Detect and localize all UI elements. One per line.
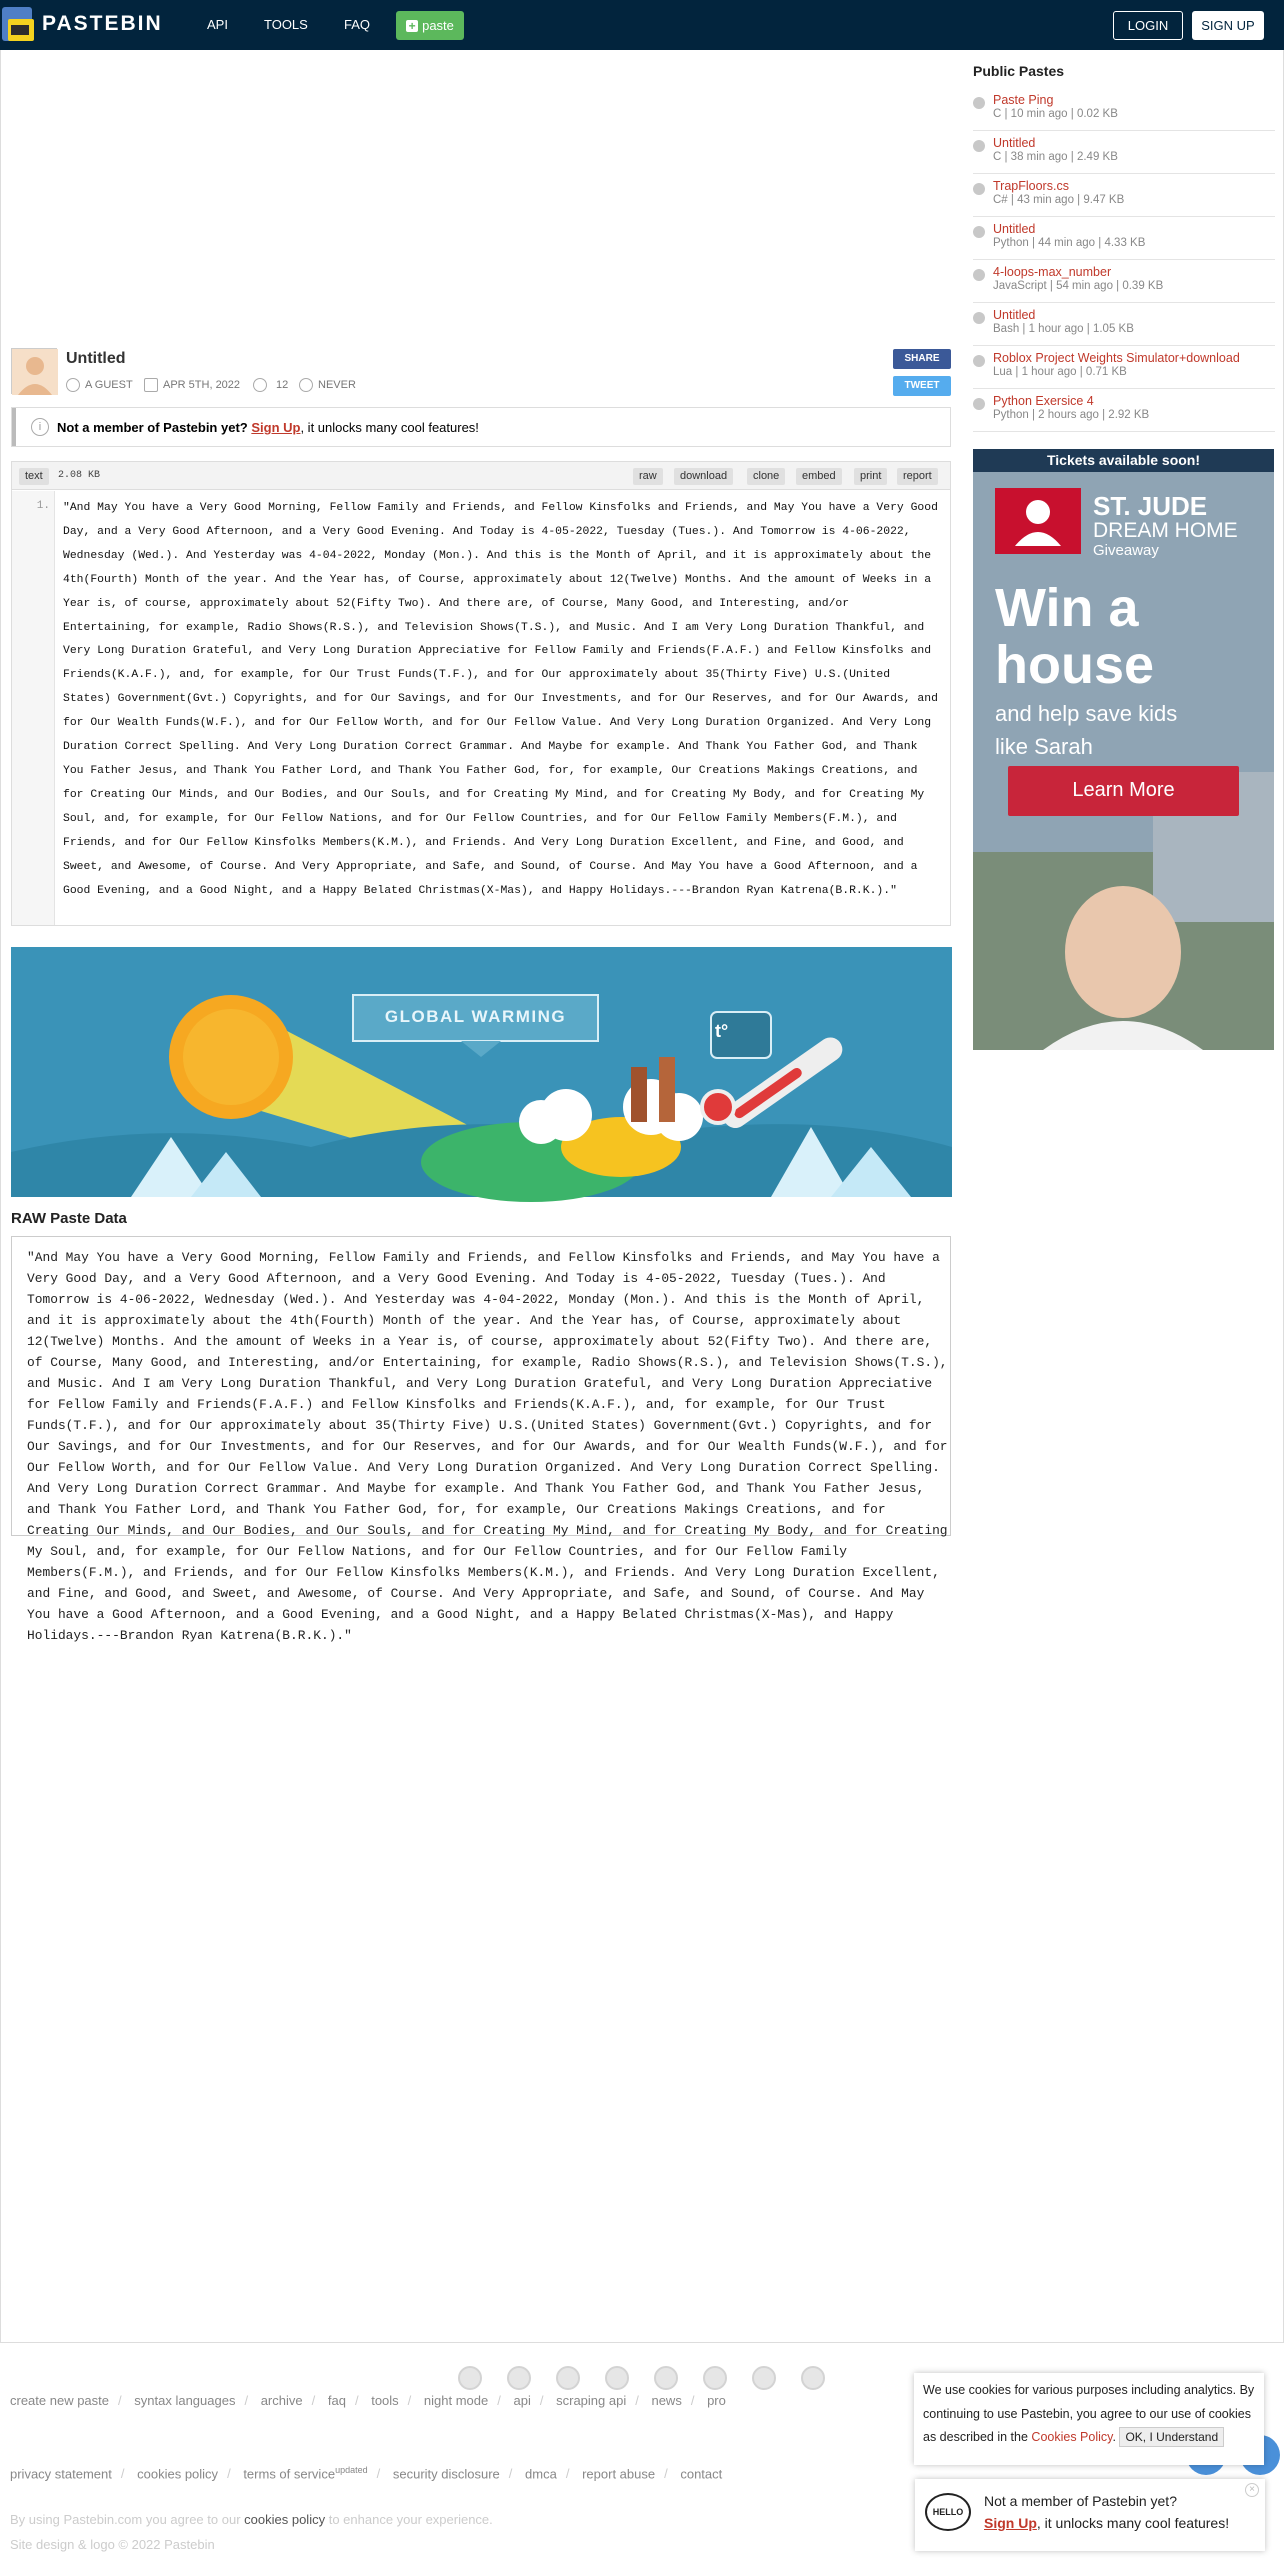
- facebook-share-button[interactable]: SHARE: [893, 349, 951, 369]
- footer-link-pro[interactable]: pro: [707, 2393, 726, 2408]
- public-paste-item[interactable]: [973, 263, 1275, 303]
- download-button[interactable]: download: [674, 468, 733, 485]
- public-paste-name[interactable]: Untitled: [993, 136, 1036, 150]
- footer-link-archive[interactable]: archive: [260, 2393, 303, 2408]
- calendar-icon: [144, 378, 158, 392]
- views-meta: [253, 378, 288, 392]
- popup-line-2: [984, 2515, 1229, 2531]
- signup-popup: [915, 2479, 1265, 2551]
- nav-api[interactable]: API: [207, 17, 228, 32]
- ad-brand-1: ST. JUDE: [1093, 491, 1208, 521]
- footer-link-scraping[interactable]: scraping api: [556, 2393, 627, 2408]
- view-count: 12: [276, 379, 289, 391]
- raw-paste-content: "And May You have a Very Good Morning, Fellow Family and Friends, and Fellow Kinsfolks and Friends, and May You have a Very Good Day, and a Very Good Afternoon, and a Very Good Evening. And Today is 4-05-2022, Tuesday (Tues.). And Tomorrow is 4-06-2022, Wednesday (Wed.). And Yesterday was 4-04-2022, Monday (Mon.). And this is the Month of April, and it is approximately about the 4th(Fourth) Month of the year. And the Year has, of Course, approximately about 12(Twelve) Months. And the amount of Weeks in a Year is, of course, approximately about 52(Fifty Two). And there are, of Course, Many Good, and Interesting, and/or Entertaining, for example, Radio Shows(R.S.), and Television Shows(T.S.), and Music. And I am Very Long Duration Thankful, and Very Long Duration Grateful, and Very Long Duration Appreciative for Fellow Family and Friends(F.A.F.) and Fellow Kinsfolks and Friends(K.A.F.), and, for example, for Our Trust Funds(T.F.), and for Our approximately about 35(Thirty Five) U.S.(United States) Government(Gvt.) Copyrights, and for Our Savings, and for Our Investments, and for Our Reserves, and for Our Awards, and for Our Wealth Funds(W.F.), and for Our Fellow Worth, and for Our Fellow Value. And Very Long Duration Organized. And Very Long Duration Correct Spelling. And Very Long Duration Correct Grammar. And Maybe for example. And Thank You Father God, and Thank You Father Jesus, and Thank You Father Lord, and Thank You Father God, for, for example, Our Creations Makings Creations, and for Creating Our Minds, and Our Bodies, and Our Souls, and for Creating My Mind, and for Creating My Body, and for Creating My Soul, and, for example, for Our Fellow Nations, and for Our Fellow Countries, and for Our Fellow Family Members(F.M.), and Friends, and for Our Fellow Kinsfolks Members(K.M.), and Friends. And Very Long Duration Excellent, and Fine, and Good, and Sweet, and Awesome, of Course. And Very Appropriate, and Safe, and Sound, of Course. And May You have a Good Afternoon, and a Good Evening, and a Good Night, and a Happy Belated Christmas(X-Mas), and Happy Holidays.---Brandon Ryan Katrena(B.R.K.).": [27, 1250, 948, 1643]
- expire-value: NEVER: [318, 379, 356, 391]
- public-paste-meta: C | 10 min ago | 0.02 KB: [993, 108, 1118, 120]
- report-button[interactable]: report: [897, 468, 938, 485]
- public-paste-name[interactable]: TrapFloors.cs: [993, 179, 1069, 193]
- linux-icon[interactable]: [801, 2366, 825, 2390]
- eye-icon: [253, 378, 267, 392]
- new-paste-button[interactable]: [396, 11, 464, 40]
- public-paste-meta: C# | 43 min ago | 9.47 KB: [993, 194, 1125, 206]
- clone-button[interactable]: clone: [747, 468, 785, 485]
- copyright: Site design & logo © 2022 Pastebin: [10, 2537, 215, 2552]
- public-paste-meta: Bash | 1 hour ago | 1.05 KB: [993, 323, 1134, 335]
- globe-icon: [973, 269, 985, 281]
- footer-link-security[interactable]: security disclosure: [392, 2466, 500, 2482]
- footer-link-dmca[interactable]: dmca: [525, 2466, 557, 2482]
- ad-sub-1: and help save kids: [995, 701, 1178, 726]
- ad-brand-2: DREAM HOME: [1093, 519, 1238, 542]
- popup-signup-link[interactable]: Sign Up: [984, 2515, 1037, 2531]
- notice-signup-link[interactable]: Sign Up: [251, 420, 301, 435]
- pastebin-logo-icon[interactable]: [0, 3, 38, 45]
- public-paste-name[interactable]: Roblox Project Weights Simulator+download: [993, 351, 1240, 365]
- fine-pre: By using Pastebin.com you agree to our: [10, 2512, 241, 2527]
- public-paste-meta: C | 38 min ago | 2.49 KB: [993, 151, 1118, 163]
- fine-post: to enhance your experience.: [328, 2512, 493, 2527]
- login-button[interactable]: LOGIN: [1113, 11, 1183, 40]
- paste-title: Untitled: [66, 350, 126, 367]
- avatar: [11, 348, 57, 394]
- android-icon[interactable]: [654, 2366, 678, 2390]
- banner-title: GLOBAL WARMING: [384, 1007, 567, 1026]
- public-paste-item[interactable]: [973, 177, 1275, 217]
- public-paste-item[interactable]: [973, 134, 1275, 174]
- code-box: [11, 461, 951, 926]
- public-pastes-title: Public Pastes: [973, 63, 1065, 79]
- banner-temp-label: t°: [715, 1021, 729, 1041]
- public-paste-name[interactable]: Untitled: [993, 308, 1036, 322]
- footer-link-create[interactable]: create new paste: [10, 2393, 110, 2408]
- nav-faq[interactable]: FAQ: [344, 17, 371, 32]
- paste-date: APR 5TH, 2022: [163, 379, 241, 391]
- macos-icon[interactable]: [703, 2366, 727, 2390]
- footer-link-contact[interactable]: contact: [680, 2466, 723, 2482]
- ad-header: Tickets available soon!: [973, 449, 1274, 472]
- public-paste-name[interactable]: Python Exersice 4: [993, 394, 1094, 408]
- ad-sub-2: like Sarah: [995, 734, 1093, 759]
- public-paste-item[interactable]: [973, 220, 1275, 260]
- public-paste-item[interactable]: [973, 306, 1275, 346]
- expire-meta: [299, 378, 356, 392]
- syntax-tag[interactable]: text: [19, 468, 49, 485]
- author-meta: [66, 378, 133, 392]
- globe-icon: [973, 355, 985, 367]
- footer-link-privacy[interactable]: privacy statement: [10, 2466, 112, 2482]
- public-paste-meta: Python | 2 hours ago | 2.92 KB: [993, 409, 1150, 421]
- cookie-text: We use cookies for various purposes including analytics. By continuing to use Pastebin, you agree to our use of cookies as described in the: [923, 2383, 1255, 2444]
- raw-button[interactable]: raw: [633, 468, 663, 485]
- raw-paste-textarea[interactable]: [11, 1236, 951, 1643]
- line-number: 1.: [36, 500, 50, 512]
- terms-updated-badge: updated: [335, 2465, 368, 2475]
- public-paste-item[interactable]: [973, 91, 1275, 131]
- st-jude-ad[interactable]: [973, 449, 1274, 1050]
- public-paste-item[interactable]: [973, 392, 1275, 432]
- footer-links-row-1: create new paste / syntax languages / archive / faq / tools / night mode / api / scraping api / news / pro: [10, 2393, 726, 2408]
- top-header: [0, 0, 1284, 50]
- code-content: "And May You have a Very Good Morning, Fellow Family and Friends, and Fellow Kinsfolks and Friends, and May You have a Very Good Day, and a Very Good Afternoon, and a Very Good Evening. And Today is 4-05-2022, Tuesday (Tues.). And Tomorrow is 4-06-2022, Wednesday (Wed.). And Yesterday was 4-04-2022, Monday (Mon.). And this is the Month of April, and it is approximately about the 4th(Fourth) Month of the year. And the Year has, of Course, approximately about 12(Twelve) Months. And the amount of Weeks in a Year is, of course, approximately about 52(Fifty Two). And there are, of Course, Many Good, and Interesting, and/or Entertaining, for example, Radio Shows(R.S.), and Television Shows(T.S.), and Music. And I am Very Long Duration Thankful, and Very Long Duration Grateful, and Very Long Duration Appreciative for Fellow Family and Friends(F.A.F.) and Fellow Kinsfolks and Friends(K.A.F.), and, for example, for Our Trust Funds(T.F.), and for Our approximately about 35(Thirty Five) U.S.(United States) Government(Gvt.) Copyrights, and for Our Savings, and for Our Investments, and for Our Reserves, and for Our Awards, and for Our Wealth Funds(W.F.), and for Our Fellow Worth, and for Our Fellow Value. And Very Long Duration Organized. And Very Long Duration Correct Spelling. And Very Long Duration Correct Grammar. And Maybe for example. And Thank You Father God, and Thank You Father Jesus, and Thank You Father Lord, and Thank You Father God, for, for example, Our Creations Makings Creations, and for Creating Our Minds, and Our Bodies, and Our Souls, and for Creating My Mind, and for Creating My Body, and for Creating My Soul, and, for example, for Our Fellow Nations, and for Our Fellow Countries, and for Our Fellow Family Members(F.M.), and Friends, and for Our Fellow Kinsfolks Members(K.M.), and Friends. And Very Long Duration Excellent, and Fine, and Good, and Sweet, and Awesome, of Course. And Very Appropriate, and Safe, and Sound, of Course. And May You have a Good Afternoon, and a Good Evening, and a Good Night, and a Happy Belated Christmas(X-Mas), and Happy Holidays.---Brandon Ryan Katrena(B.R.K.).": [63, 502, 938, 897]
- print-button[interactable]: print: [854, 468, 887, 485]
- app-icons-row: [458, 2366, 825, 2390]
- raw-paste-title: RAW Paste Data: [11, 1210, 127, 1227]
- global-warming-illustration-icon: [11, 947, 952, 1197]
- fine-cookies-link[interactable]: cookies policy: [244, 2512, 326, 2527]
- public-paste-item[interactable]: [973, 349, 1275, 389]
- public-paste-name[interactable]: Paste Ping: [993, 93, 1054, 107]
- date-meta: [144, 378, 240, 392]
- public-paste-meta: Python | 44 min ago | 4.33 KB: [993, 237, 1146, 249]
- paste-size: 2.08 KB: [58, 470, 101, 481]
- globe-icon: [973, 140, 985, 152]
- logo-text[interactable]: PASTEBIN: [42, 12, 163, 35]
- hello-bubble-icon: HELLO: [925, 2493, 971, 2531]
- twitter-tweet-button[interactable]: TWEET: [893, 376, 951, 396]
- cookie-fine-print: [10, 2512, 493, 2527]
- footer-link-faq[interactable]: faq: [327, 2393, 346, 2408]
- footer-link-terms[interactable]: terms of service: [243, 2466, 336, 2482]
- globe-icon: [973, 398, 985, 410]
- public-paste-meta: Lua | 1 hour ago | 0.71 KB: [993, 366, 1127, 378]
- globe-icon: [973, 183, 985, 195]
- user-icon: [66, 378, 80, 392]
- global-warming-banner[interactable]: [11, 947, 952, 1197]
- footer-link-api[interactable]: api: [513, 2393, 531, 2408]
- footer-link-news[interactable]: news: [651, 2393, 682, 2408]
- cookie-policy-link[interactable]: Cookies Policy: [1031, 2430, 1113, 2444]
- ad-brand-3: Giveaway: [1093, 542, 1159, 559]
- plus-icon: +: [406, 20, 418, 32]
- public-paste-name[interactable]: Untitled: [993, 222, 1036, 236]
- notice-bar: [12, 408, 16, 446]
- notice-bold: Not a member of Pastebin yet?: [57, 420, 248, 435]
- cookie-ok-button[interactable]: OK, I Understand: [1119, 2427, 1224, 2447]
- close-icon[interactable]: ×: [1245, 2483, 1259, 2497]
- footer-link-tools[interactable]: tools: [371, 2393, 399, 2408]
- author-name: A GUEST: [85, 379, 133, 391]
- line-gutter: [12, 491, 55, 925]
- nav-tools[interactable]: TOOLS: [264, 17, 308, 32]
- info-icon: i: [31, 418, 49, 436]
- ad-learn-more-button[interactable]: Learn More: [1072, 779, 1175, 801]
- code-toolbar: [12, 462, 950, 490]
- globe-icon: [973, 97, 985, 109]
- footer-link-night-mode[interactable]: night mode: [423, 2393, 489, 2408]
- cookie-consent: We use cookies for various purposes including analytics. By continuing to use Pastebin, you agree to our use of cookies as described in the Cookies Policy. OK, I Understand: [914, 2373, 1264, 2465]
- footer-link-syntax[interactable]: syntax languages: [134, 2393, 236, 2408]
- firefox-icon[interactable]: [507, 2366, 531, 2390]
- ad-headline-1: Win a: [995, 578, 1139, 638]
- embed-button[interactable]: embed: [796, 468, 842, 485]
- public-paste-meta: JavaScript | 54 min ago | 0.39 KB: [993, 280, 1164, 292]
- footer-links-row-2: privacy statement / cookies policy / terms of service$^{updated}$ / security disclosure / dmca / report abuse / contact: [10, 2465, 723, 2482]
- opera-icon[interactable]: [752, 2366, 776, 2390]
- signup-button[interactable]: SIGN UP: [1192, 11, 1264, 40]
- ios-icon[interactable]: [556, 2366, 580, 2390]
- footer-link-cookies[interactable]: cookies policy: [137, 2466, 219, 2482]
- chrome-icon[interactable]: [458, 2366, 482, 2390]
- footer-link-report[interactable]: report abuse: [582, 2466, 656, 2482]
- windows-icon[interactable]: [605, 2366, 629, 2390]
- globe-icon: [973, 226, 985, 238]
- public-paste-name[interactable]: 4-loops-max_number: [993, 265, 1112, 279]
- signup-notice: [11, 407, 951, 447]
- notice-rest: , it unlocks many cool features!: [300, 420, 479, 435]
- guest-avatar-icon: [12, 349, 58, 395]
- popup-line-1: Not a member of Pastebin yet?: [984, 2493, 1177, 2509]
- clock-icon: [299, 378, 313, 392]
- popup-rest: , it unlocks many cool features!: [1036, 2515, 1230, 2531]
- new-paste-label: paste: [422, 18, 454, 33]
- ad-headline-2: house: [995, 635, 1155, 695]
- globe-icon: [973, 312, 985, 324]
